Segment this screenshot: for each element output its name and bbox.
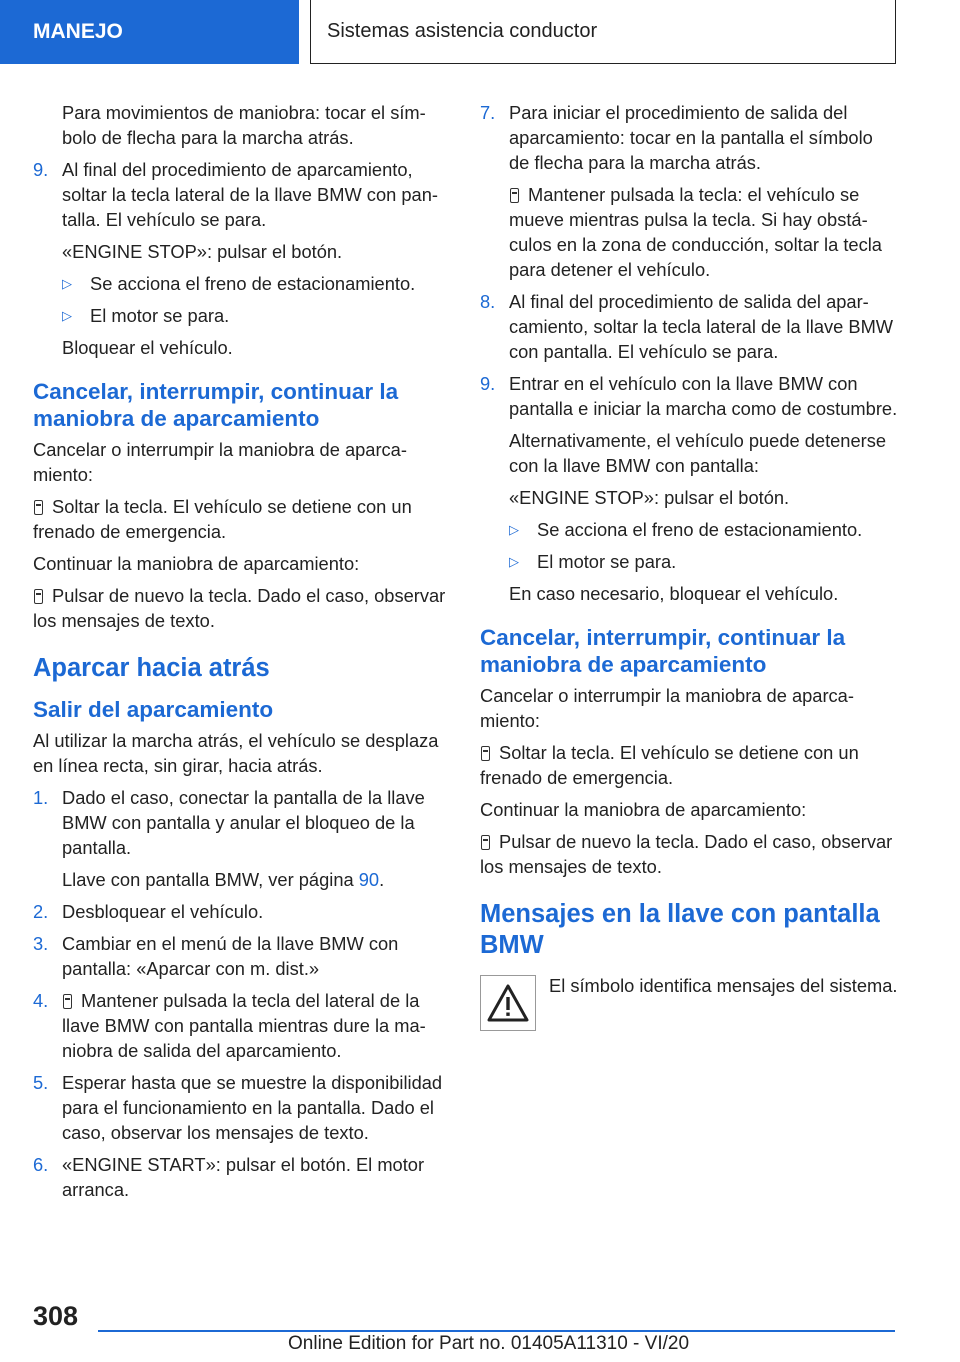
key-button-icon — [34, 500, 43, 515]
left-column — [33, 100, 451, 1209]
step-number: 9. — [480, 373, 496, 394]
list-item — [33, 931, 451, 981]
step-text: Esperar hasta que se muestre la disponibilidad para el funcionamiento en la pantalla. Dado el caso, observar los mensajes de texto. — [62, 1072, 443, 1143]
section-heading: Salir del aparcamiento — [33, 697, 274, 722]
paragraph: En caso necesario, bloquear el vehículo. — [509, 583, 839, 604]
sub-item-text: El motor se para. — [537, 551, 677, 572]
list-item — [33, 1070, 451, 1145]
sub-item-text: Se acciona el freno de estacionamiento. — [90, 273, 416, 294]
key-button-icon — [481, 746, 490, 761]
section-tab — [0, 0, 299, 64]
section-heading: Cancelar, interrumpir, continuar la maniobra de aparcamiento — [33, 379, 399, 431]
step-number: 3. — [33, 933, 49, 954]
list-item — [33, 271, 451, 296]
list-item — [33, 303, 451, 328]
key-button-icon — [63, 994, 72, 1009]
paragraph: Continuar la maniobra de aparcamiento: — [480, 799, 807, 820]
paragraph — [480, 829, 898, 879]
step-text: «ENGINE START»: pulsar el botón. El motor arranca. — [62, 1154, 425, 1200]
paragraph: Al utilizar la marcha atrás, el vehículo se desplaza en línea recta, sin girar, hacia atrás. — [33, 730, 439, 776]
paragraph — [480, 740, 898, 790]
chapter-heading: Mensajes en la llave con pantalla BMW — [480, 900, 880, 959]
paragraph: Continuar la maniobra de aparcamiento: — [33, 553, 360, 574]
paragraph: Cancelar o interrumpir la maniobra de aparcamiento: — [33, 439, 407, 485]
list-item — [480, 100, 898, 175]
list-item — [480, 517, 898, 542]
paragraph-text: Pulsar de nuevo la tecla. Dado el caso, observar los mensajes de texto. — [480, 831, 893, 877]
paragraph — [480, 182, 898, 282]
list-item — [480, 549, 898, 574]
step-number: 2. — [33, 901, 49, 922]
step-text: Cambiar en el menú de la llave BMW con pantalla: «Aparcar con m. dist.» — [62, 933, 399, 979]
list-item — [33, 899, 451, 924]
step-text: Dado el caso, conectar la pantalla de la llave BMW con pantalla y anular el bloqueo de la pantalla. — [62, 787, 425, 858]
right-column — [480, 100, 898, 1031]
paragraph — [33, 583, 451, 633]
chapter-title — [310, 0, 896, 64]
paragraph-text: Mantener pulsada la tecla: el vehículo se mueve mientras pulsa la tecla. Si hay obstáculos en la zona de conducción, soltar la tecla para detener el vehículo. — [509, 184, 882, 280]
step-number: 5. — [33, 1072, 49, 1093]
paragraph-text: Soltar la tecla. El vehículo se detiene con un frenado de emergencia. — [480, 742, 859, 788]
list-item — [480, 371, 898, 421]
paragraph: Alternativamente, el vehículo puede detenerse con la llave BMW con pantalla: — [509, 430, 887, 476]
paragraph-text: Soltar la tecla. El vehículo se detiene con un frenado de emergencia. — [33, 496, 412, 542]
triangle-right-icon: ▷ — [509, 554, 519, 569]
paragraph: Bloquear el vehículo. — [62, 337, 233, 358]
triangle-right-icon: ▷ — [62, 276, 72, 291]
key-button-icon — [481, 835, 490, 850]
sub-item-text: El motor se para. — [90, 305, 230, 326]
step-text: Entrar en el vehículo con la llave BMW con pantalla e iniciar la marcha como de costumbre. — [509, 373, 898, 419]
step-body — [62, 988, 451, 1063]
key-button-icon — [510, 188, 519, 203]
footer-divider — [98, 1330, 895, 1332]
list-item — [33, 785, 451, 860]
step-number: 6. — [33, 1154, 49, 1175]
warning-text: El símbolo identifica mensajes del sistema. — [549, 975, 898, 996]
step-number: 4. — [33, 990, 49, 1011]
step-text: Para iniciar el procedimiento de salida del aparcamiento: tocar en la pantalla el símbolo de flecha para la marcha atrás. — [509, 102, 873, 173]
paragraph: Para movimientos de maniobra: tocar el símbolo de flecha para la marcha atrás. — [62, 102, 426, 148]
section-label: MANEJO — [33, 20, 123, 43]
list-item — [33, 157, 451, 232]
step-text: Al final del procedimiento de aparcamiento, soltar la tecla lateral de la llave BMW con pantalla. El vehículo se para. — [62, 159, 438, 230]
page-link[interactable]: 90 — [358, 869, 380, 890]
step-number: 1. — [33, 787, 49, 808]
cross-reference — [33, 867, 451, 892]
step-text: Desbloquear el vehículo. — [62, 901, 264, 922]
reference-punct: . — [379, 869, 385, 890]
edition-text: Online Edition for Part no. 01405A11310 - VI/20 — [288, 1333, 690, 1354]
step-text: Mantener pulsada la tecla del lateral de la llave BMW con pantalla mientras dure la maniobra de salida del aparcamiento. — [62, 990, 426, 1061]
paragraph — [33, 494, 451, 544]
chapter-heading: Aparcar hacia atrás — [33, 654, 270, 682]
paragraph: Cancelar o interrumpir la maniobra de aparcamiento: — [480, 685, 854, 731]
triangle-right-icon: ▷ — [62, 308, 72, 323]
warning-triangle-icon — [480, 975, 536, 1031]
key-button-icon — [34, 589, 43, 604]
chapter-title-text: Sistemas asistencia conductor — [327, 20, 598, 42]
paragraph: «ENGINE STOP»: pulsar el botón. — [509, 487, 790, 508]
step-number: 7. — [480, 102, 496, 123]
step-number: 8. — [480, 291, 496, 312]
section-heading: Cancelar, interrumpir, continuar la maniobra de aparcamiento — [480, 625, 846, 677]
paragraph: «ENGINE STOP»: pulsar el botón. — [62, 241, 343, 262]
paragraph-text: Pulsar de nuevo la tecla. Dado el caso, observar los mensajes de texto. — [33, 585, 446, 631]
sub-item-text: Se acciona el freno de estacionamiento. — [537, 519, 863, 540]
step-text: Al final del procedimiento de salida del aparcamiento, soltar la tecla lateral de la llave BMW con pantalla. El vehículo se para. — [509, 291, 894, 362]
step-number: 9. — [33, 159, 49, 180]
triangle-right-icon: ▷ — [509, 522, 519, 537]
list-item — [480, 289, 898, 364]
reference-text: Llave con pantalla BMW, ver página — [62, 869, 359, 890]
warning-note — [480, 973, 898, 1031]
list-item — [33, 988, 451, 1063]
page-number: 308 — [33, 1301, 79, 1331]
list-item — [33, 1152, 451, 1202]
